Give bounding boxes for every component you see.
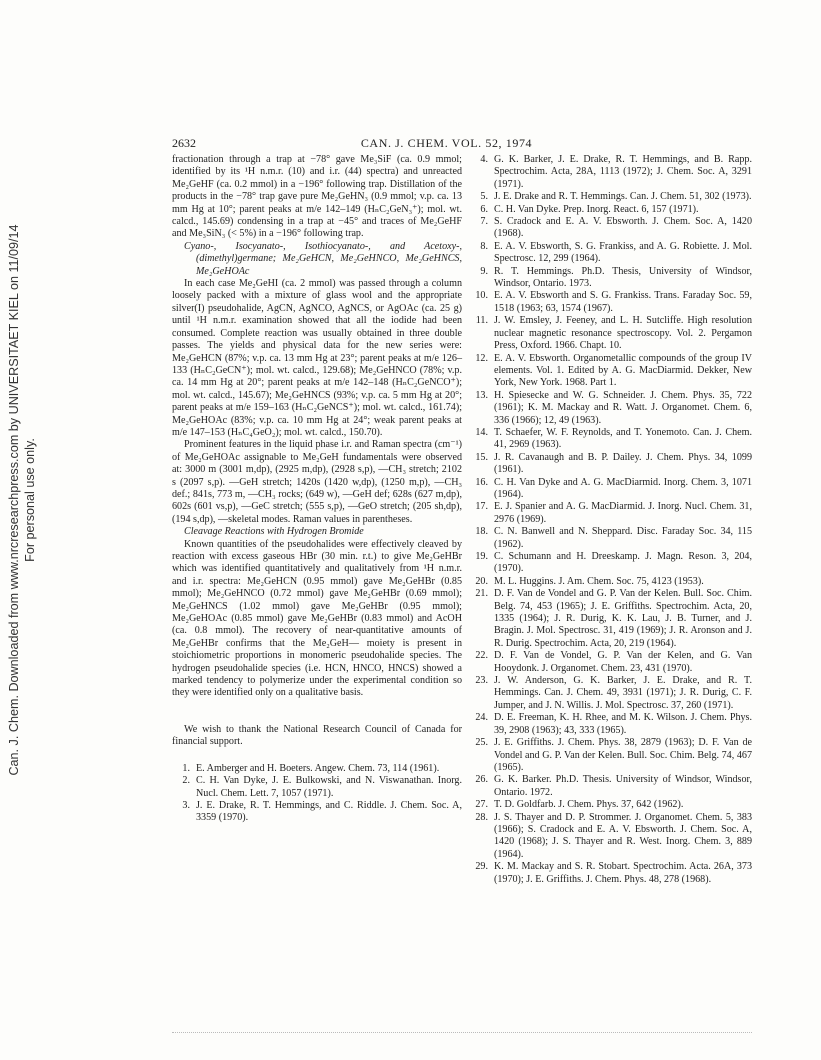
reference-text: H. Spiesecke and W. G. Schneider. J. Chem. Phys. 35, 722 (1961); K. M. Mackay and R. Watt. J. Organomet. Chem. 6, 336 (1966); 12, 49 (1963). (494, 389, 752, 426)
bottom-divider (172, 1032, 752, 1033)
acknowledgement: We wish to thank the National Research Council of Canada for financial support. (172, 723, 462, 748)
reference-item (470, 737, 752, 774)
reference-number: 5. (480, 191, 488, 203)
reference-number: 17. (475, 501, 488, 513)
reference-text: J. W. Anderson, G. K. Barker, J. E. Drake, and R. T. Hemmings. Can. J. Chem. 49, 3931 (1971); J. R. Durig, C. F. Jumper, and J. N. Willis. J. Mol. Spectrosc. 37, 260 (1971). (494, 675, 752, 711)
reference-number: 6. (480, 203, 488, 215)
reference-text: C. Schumann and H. Dreeskamp. J. Magn. Reson. 3, 204, (1970). (494, 551, 752, 575)
reference-text: M. L. Huggins. J. Am. Chem. Soc. 75, 4123 (1953). (494, 575, 704, 587)
reference-item (172, 800, 462, 825)
reference-number: 18. (475, 526, 488, 538)
reference-text: C. H. Van Dyke. Prep. Inorg. React. 6, 157 (1971). (494, 203, 699, 215)
reference-text: E. A. V. Ebsworth. Organometallic compounds of the group IV elements. Vol. 1. Edited by A. G. MacDiarmid. Dekker, New York, New York. 1968. Part 1. (494, 352, 752, 389)
reference-text: T. Schaefer, W. F. Reynolds, and T. Yonemoto. Can. J. Chem. 41, 2969 (1963). (494, 426, 752, 451)
reference-item (172, 763, 462, 775)
left-column (172, 154, 462, 825)
reference-text: R. T. Hemmings. Ph.D. Thesis, University of Windsor, Windsor, Ontario. 1973. (494, 265, 752, 290)
paragraph-cleavage: Known quantities of the pseudohalides were effectively cleaved by reaction with excess gaseous HBr (30 min. r.t.) to give Me₂GeHBr which was identified quantitatively and qualitatively from ¹H n.m.r. and i.r. spectra: Me₂GeHCN (0.95 mmol) gave Me₂GeHBr (0.85 mmol); Me₂GeHNCO (0.72 mmol) gave Me₂GeHBr (0.69 mmol); Me₂GeHNCS (1.02 mmol) gave Me₂GeHBr (0.95 mmol); Me₂GeHOAc (0.85 mmol) gave Me₂GeHBr (0.83 mmol) and AcOH (ca. 0.8 mmol). The recovery of near-quantitative amounts of Me₂GeHBr confirms that the Me₂GeH— moiety is present in stoichiometric proportions in monomeric pseudohalide species. The hydrogen pseudohalide species (i.e. HCN, HNCO, HNCS) showed a marked tendency to polymerize under the experimental condition so they were identified only on a qualitative basis. (172, 538, 462, 699)
reference-text: J. R. Cavanaugh and B. P. Dailey. J. Chem. Phys. 34, 1099 (1961). (494, 451, 752, 476)
reference-text: J. E. Griffiths. J. Chem. Phys. 38, 2879 (1963); D. F. Van de Vondel and G. P. Van der Kelen. Bull. Soc. Chim. Belg. 74, 467 (1965). (494, 737, 752, 773)
reference-number: 26. (475, 774, 488, 786)
reference-item (172, 775, 462, 800)
reference-number: 14. (475, 426, 488, 438)
reference-item (470, 551, 752, 576)
reference-number: 21. (475, 588, 488, 600)
reference-item (470, 675, 752, 712)
reference-number: 25. (475, 737, 488, 749)
reference-number: 10. (475, 290, 488, 302)
reference-item (470, 204, 752, 216)
reference-item (470, 650, 752, 675)
reference-text: G. K. Barker, J. E. Drake, R. T. Hemmings, and B. Rapp. Spectrochim. Acta, 28A, 1113 (1972); J. Chem. Soc. A, 3291 (1971). (494, 154, 752, 190)
section-heading-pseudohalides: Cyano-, Isocyanato-, Isothiocyanato-, and Acetoxy-, (dimethyl)germane; Me₂GeHCN, Me₂GeHNCO, Me₂GeHNCS, Me₂GeHOAc (184, 240, 462, 277)
reference-number: 1. (182, 762, 190, 774)
reference-item (470, 588, 752, 650)
reference-item (470, 216, 752, 241)
reference-text: E. Amberger and H. Boeters. Angew. Chem. 73, 114 (1961). (196, 762, 440, 774)
reference-number: 16. (475, 476, 488, 488)
reference-item (470, 576, 752, 588)
reference-list-left (172, 763, 462, 825)
reference-item (470, 774, 752, 799)
paragraph-spectra: Prominent features in the liquid phase i.r. and Raman spectra (cm⁻¹) of Me₂GeHOAc assignable to Me₂GeH fundamentals were observed at: 3000 m (3001 m,dp), (2925 m,dp), (2928 s,p), —CH₃ stretch; 2102 s (2097 s,p). —GeH stretch; 1420s (1420 w,dp), (1250 m,p), —CH₃ def.; 841s, 773 m, —CH₃ rocks; (649 w), —GeH def; 628s (627 m,dp), 602s (601 vs,p), —GeC stretch; (555 s,p), —GeO stretch; (205 sh,dp), (194 s,dp), —skeletal modes. Raman values in parentheses. (172, 439, 462, 525)
reference-item (470, 799, 752, 811)
reference-text: C. H. Van Dyke and A. G. MacDiarmid. Inorg. Chem. 3, 1071 (1964). (494, 476, 752, 500)
reference-number: 19. (475, 551, 488, 562)
reference-number: 9. (480, 265, 488, 277)
reference-text: J. S. Thayer and D. P. Strommer. J. Organomet. Chem. 5, 383 (1966); S. Cradock and E. A. V. Ebsworth. J. Chem. Soc. A, 1420 (1968); J. S. Thayer and R. West. Inorg. Chem. 3, 889 (1964). (494, 811, 752, 860)
reference-number: 11. (475, 315, 488, 327)
paragraph-synthesis: In each case Me₂GeHI (ca. 2 mmol) was passed through a column loosely packed with a mixture of glass wool and the appropriate silver(I) pseudohalide, AgCN, AgNCO, AgNCS, or AgOAc (ca. 25 g) until ¹H n.m.r. examination showed that all the iodide had been consumed. Complete reaction was usually obtained in three double passes. The yields and physical data for the new series were: Me₂GeHCN (87%; v.p. ca. 13 mm Hg at 23°; parent peaks at m/e 126–133 (HₙC₂GeCN⁺); mol. wt. calcd., 129.68); Me₂GeHNCO (78%; v.p. ca. 14 mm Hg at 20°; parent peaks at m/e 142–148 (HₙC₂GeNCO⁺); mol. wt. calcd., 145.67); Me₂GeHNCS (93%; v.p. ca. 5 mm Hg at 20°; parent peaks at m/e 159–163 (HₙC₂GeNCS⁺); mol. wt. calcd., 161.74); Me₂GeHOAc (83%; v.p. ca. 10 mm Hg at 24°; weak parent peaks at m/e 147–153 (HₙC₄GeO₂); mol. wt. calcd., 150.70). (172, 278, 462, 438)
reference-text: C. H. Van Dyke, J. E. Bulkowski, and N. Viswanathan. Inorg. Nucl. Chem. Lett. 7, 1057 (1971). (196, 775, 462, 799)
page-header (172, 136, 721, 152)
reference-item (470, 501, 752, 526)
reference-item (470, 241, 752, 266)
reference-item (470, 315, 752, 352)
reference-number: 13. (475, 389, 488, 401)
reference-item (470, 861, 752, 886)
reference-number: 2. (182, 775, 190, 787)
reference-number: 15. (475, 451, 488, 463)
reference-item (470, 477, 752, 502)
reference-number: 3. (182, 799, 190, 811)
page-number: 2632 (172, 136, 196, 150)
reference-text: E. A. V. Ebsworth, S. G. Frankiss, and A. G. Robiette. J. Mol. Spectrosc. 12, 299 (1964). (494, 240, 752, 265)
reference-text: D. F. Van de Vondel and G. P. Van der Kelen. Bull. Soc. Chim. Belg. 74, 453 (1965); J. E. Griffiths. Spectrochim. Acta, 20, 1335 (1964); J. R. Durig, K. K. Lau, J. B. Turner, and J. Bragin. J. Mol. Spectrosc. 31, 419 (1969); J. R. Aronson and J. R. Durig. Spectrochim. Acta, 20, 219 (1964). (494, 588, 752, 649)
reference-item (470, 712, 752, 737)
personal-use-notice: For personal use only. (23, 438, 37, 562)
reference-item (470, 191, 752, 203)
reference-text: J. E. Drake and R. T. Hemmings. Can. J. Chem. 51, 302 (1973). (494, 191, 752, 203)
reference-number: 23. (475, 675, 488, 687)
reference-text: E. A. V. Ebsworth and S. G. Frankiss. Trans. Faraday Soc. 59, 1518 (1963; 63, 1574 (1967). (494, 290, 752, 314)
paragraph-fractionation: fractionation through a trap at −78° gave Me₃SiF (ca. 0.9 mmol; identified by its ¹H n.m.r. (10) and i.r. (44) spectra) and unreacted Me₂GeHF (ca. 0.2 mmol) in a −196° following trap. Distillation of the products in the −78° trap gave pure Me₂GeHN₃ (0.9 mmol; v.p. ca. 13 mm Hg at 10°; parent peaks at m/e 142–149 (HₙC₂GeN₃⁺); mol. wt. calcd., 145.69) condensing in a trap at −45° and traces of Me₂GeHF and Me₃SiN₃ (< 5%) in a −196° following trap. (172, 154, 462, 240)
reference-item (470, 290, 752, 315)
reference-item (470, 812, 752, 862)
reference-text: G. K. Barker. Ph.D. Thesis. University of Windsor, Windsor, Ontario. 1972. (494, 774, 752, 798)
reference-text: J. W. Emsley, J. Feeney, and L. H. Sutcliffe. High resolution nuclear magnetic resonance spectroscopy. Vol. 2. Pergamon Press, Oxford. 1966. Chapt. 10. (494, 315, 752, 352)
reference-number: 20. (475, 575, 488, 587)
reference-text: D. F. Van de Vondel, G. P. Van der Kelen, and G. Van Hooydonk. J. Organomet. Chem. 23, 431 (1970). (494, 650, 752, 674)
download-watermark (6, 150, 40, 850)
reference-number: 12. (475, 352, 488, 364)
reference-text: J. E. Drake, R. T. Hemmings, and C. Riddle. J. Chem. Soc. A, 3359 (1970). (196, 799, 462, 824)
reference-number: 4. (480, 154, 488, 165)
reference-text: D. E. Freeman, K. H. Rhee, and M. K. Wilson. J. Chem. Phys. 39, 2908 (1963); 43, 333 (1965). (494, 712, 752, 736)
reference-text: K. M. Mackay and S. R. Stobart. Spectrochim. Acta. 26A, 373 (1970); J. E. Griffiths. J. Chem. Phys. 48, 278 (1968). (494, 861, 752, 885)
right-column (470, 154, 752, 886)
reference-number: 24. (475, 712, 488, 724)
reference-number: 22. (475, 650, 488, 662)
reference-number: 27. (475, 799, 488, 811)
reference-number: 28. (475, 811, 488, 823)
reference-text: T. D. Goldfarb. J. Chem. Phys. 37, 642 (1962). (494, 799, 684, 811)
section-heading-cleavage: Cleavage Reactions with Hydrogen Bromide (184, 526, 364, 538)
reference-item (470, 452, 752, 477)
running-head: CAN. J. CHEM. VOL. 52, 1974 (360, 136, 533, 150)
reference-text: C. N. Banwell and N. Sheppard. Disc. Faraday Soc. 34, 115 (1962). (494, 526, 752, 550)
download-notice: Can. J. Chem. Downloaded from www.nrcresearchpress.com by UNIVERSITAET KIEL on 11/09/14 (7, 224, 21, 776)
reference-item (470, 390, 752, 427)
reference-text: S. Cradock and E. A. V. Ebsworth. J. Chem. Soc. A, 1420 (1968). (494, 216, 752, 240)
reference-number: 8. (480, 240, 488, 252)
reference-text: E. J. Spanier and A. G. MacDiarmid. J. Inorg. Nucl. Chem. 31, 2976 (1969). (494, 501, 752, 525)
reference-item (470, 427, 752, 452)
reference-item (470, 353, 752, 390)
reference-item (470, 154, 752, 191)
reference-list-right (470, 154, 752, 886)
reference-item (470, 526, 752, 551)
reference-number: 29. (475, 861, 488, 873)
reference-number: 7. (480, 216, 488, 228)
reference-item (470, 266, 752, 291)
